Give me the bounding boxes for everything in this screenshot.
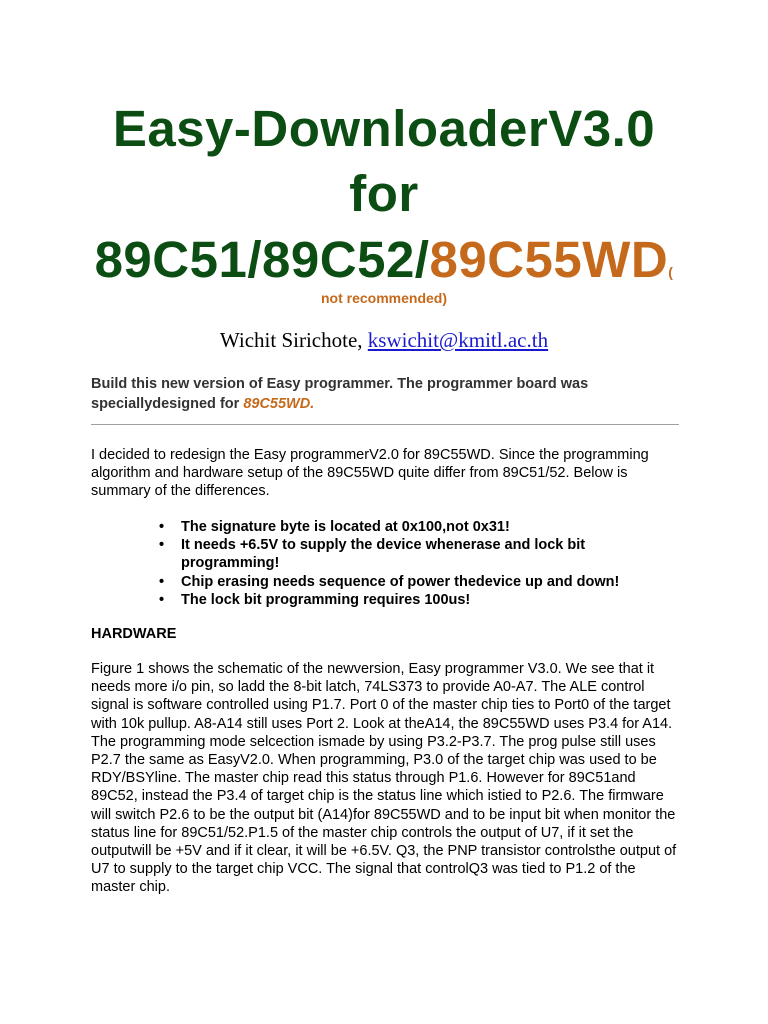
author-email-link[interactable]: kswichit@kmitl.ac.th	[367, 328, 549, 352]
bullet-icon: •	[159, 519, 165, 535]
list-item	[159, 591, 639, 609]
author-name: Wichit Sirichote,	[219, 328, 368, 352]
intro-text	[91, 374, 681, 414]
title-chip-89c55wd: 89C55WD	[429, 231, 669, 288]
paragraph-hardware: Figure 1 shows the schematic of the newversion, Easy programmer V3.0. We see that it needs more i/o pin, so ladd the 8-bit latch, 74LS373 to provide A0-A7. The ALE control signal is software controlled using P1.7. Port 0 of the master chip ties to Port0 of the target with 10k pullup. A8-A14 still uses Port 2. Look at theA14, the 89C55WD uses P3.4 for A14. The programming mode selcection ismade by using P3.2-P3.7. The prog pulse still uses P2.7 the same as EasyV2.0. When programming, P3.0 of the target chip was used to be RDY/BSYline. The master chip read this status through P1.6. However for 89C51and 89C52, instead the P3.4 of target chip is the status line which istied to P2.6. The firmware will switch P2.6 to be the output bit (A14)for 89C55WD and to be input bit when monitor the status line for 89C51/52.P1.5 of the master chip controls the output of U7, if it set the outputwill be +5V and if it clear, it will be +6.5V. Q3, the PNP transistor controlsthe output of U7 to supply to the target chip VCC. The signal that controlQ3 was tied to P1.2 of the master chip.	[91, 661, 677, 896]
title-line-2: for	[349, 165, 419, 222]
not-recommended-note: not recommended)	[320, 290, 447, 306]
title-chip-list: 89C51/89C52/	[94, 231, 430, 288]
list-item-text: It needs +6.5V to supply the device whenerase and lock bit programming!	[181, 537, 586, 572]
list-item-text: The signature byte is located at 0x100,not 0x31!	[181, 519, 510, 535]
list-item	[159, 536, 639, 572]
intro-body: Build this new version of Easy programmer. The programmer board was speciallydesigned for	[91, 376, 589, 412]
bullet-icon: •	[159, 537, 165, 554]
list-item	[159, 518, 639, 536]
list-item-text: Chip erasing needs sequence of power thedevice up and down!	[181, 573, 620, 590]
bullet-icon: •	[159, 591, 165, 608]
list-item-text: The lock bit programming requires 100us!	[181, 591, 471, 608]
differences-list	[159, 518, 639, 609]
title-line-1: Easy-DownloaderV3.0	[112, 100, 656, 157]
horizontal-divider	[91, 424, 679, 425]
intro-highlight: 89C55WD.	[243, 396, 315, 412]
title-open-paren: (	[668, 264, 674, 280]
paragraph-differences-intro: I decided to redesign the Easy programmerV2.0 for 89C55WD. Since the programming algorithm and hardware setup of the 89C55WD quite differ from 89C51/52. Below is summary of the differences.	[91, 447, 649, 500]
author-line	[0, 328, 768, 353]
list-item	[159, 573, 639, 591]
section-heading-hardware: HARDWARE	[91, 626, 177, 642]
bullet-icon: •	[159, 573, 165, 590]
